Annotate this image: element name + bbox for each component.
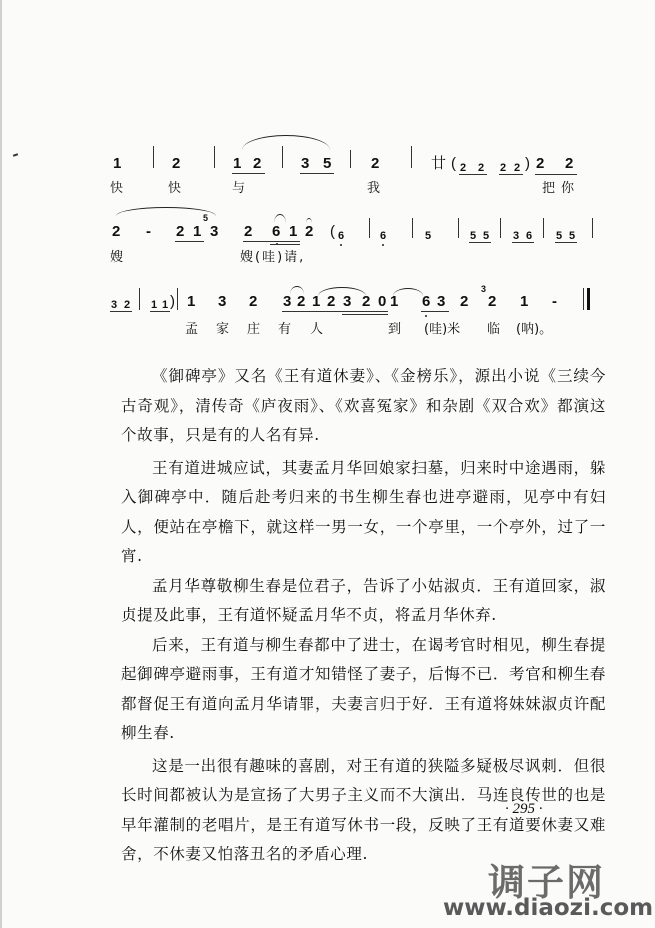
underline [270, 244, 300, 245]
lyric: 我 [367, 181, 381, 196]
note: 廿 [431, 155, 447, 172]
note: 1 [187, 293, 196, 310]
underline [175, 241, 204, 242]
note: 3 [210, 223, 219, 240]
paragraph: 《御碑亭》又名《王有道休妻》、《金榜乐》，源出小说《三续今古奇观》，清传奇《庐夜雨》、《欢喜冤家》和杂剧《双合欢》都演这个故事，只是有的人名有异. [121, 367, 606, 444]
note: 3 [301, 155, 310, 172]
note: 2 [460, 162, 467, 174]
note: 2 [478, 162, 485, 174]
note: 2 [112, 223, 121, 240]
slur [318, 287, 366, 296]
note: 3 [111, 299, 118, 311]
watermark-url: www.diaozi.com [443, 895, 654, 921]
paragraph: 王有道进城应试，其妻孟月华回娘家扫墓，归来时中途遇雨，躲入御碑亭中．随后赴考归来的书生柳生春也进亭避雨，见亭中有妇人，便站在亭檐下，就这样一男一女，一个亭里，一个亭外，过了一宵. [121, 458, 606, 565]
octave-dot [425, 315, 427, 317]
note: 6 [380, 230, 387, 242]
underline [421, 311, 449, 312]
bar-line [350, 150, 351, 168]
note: 5 [483, 230, 490, 242]
note: - [552, 293, 557, 310]
note: 2 [514, 162, 521, 174]
lyric: 与 [232, 181, 246, 196]
note: 2 [371, 155, 380, 172]
bar-line [411, 146, 412, 168]
note: 6 [272, 223, 281, 240]
note: 2 [362, 293, 371, 310]
note: - [146, 223, 151, 240]
note: 3 [437, 293, 446, 310]
note: 2 [536, 155, 545, 172]
underline [232, 173, 265, 174]
bar-line [500, 218, 501, 238]
lyric: (哇)米 [424, 322, 461, 337]
note: 2 [327, 293, 336, 310]
lyric: 快 [168, 181, 182, 196]
note: 3 [513, 230, 520, 242]
scan-mark [13, 153, 18, 157]
bar-line [177, 288, 178, 310]
lyric: 孟 [185, 322, 199, 337]
note: 1 [312, 293, 321, 310]
paragraph: 后来，王有道与柳生春都中了进士，在谒考官时相见，柳生春提起御碑亭避雨事，王有道才知错怪了妻子，后悔不已．考官和柳生春都督促王有道向孟月华请罪，夫妻言归于好．王有道将妹妹淑贞许配柳生春. [121, 635, 606, 742]
lyric: 庄 [247, 322, 261, 337]
note: ) [170, 293, 175, 310]
note: 2 [488, 293, 497, 310]
note: 3 [283, 293, 292, 310]
note: 2 [172, 155, 181, 172]
slur [116, 207, 216, 216]
note: 2 [565, 155, 574, 172]
underline [110, 311, 132, 312]
note: 2 [124, 299, 131, 311]
note: 1 [390, 293, 399, 310]
grace-note: 5 [203, 213, 209, 223]
grace-note: 3 [481, 284, 487, 294]
note: 2 [249, 293, 258, 310]
page-edge [0, 0, 2, 928]
underline [499, 174, 523, 175]
lyric: 嫂 [110, 250, 124, 265]
underline [469, 242, 491, 243]
note: 0 [378, 293, 387, 310]
note: 3 [343, 293, 352, 310]
note: 6 [422, 293, 431, 310]
note: 2 [297, 293, 306, 310]
bar-line [153, 146, 154, 168]
note: 2 [500, 162, 507, 174]
note: 2 [176, 223, 185, 240]
bar-line [592, 218, 593, 238]
bar-line [282, 146, 283, 168]
lyric: 人 [310, 322, 324, 337]
note: 1 [233, 155, 242, 172]
lyric: 家 [216, 322, 230, 337]
lyric: 嫂(哇)请, [240, 250, 306, 265]
article-body [121, 362, 606, 870]
paragraph: 这是一出很有趣味的喜剧，对王有道的狭隘多疑极尽讽刺．但很长时间都被认为是宣扬了大男子主义而不大演出．马连良传世的也是早年灌制的老唱片，是王有道写休书一段，反映了王有道要休妻又难舍，不休妻又怕落丑名的矛盾心理. [121, 756, 606, 863]
note: 5 [425, 230, 432, 242]
bar-line [412, 218, 413, 238]
lyric: 临 [487, 322, 501, 337]
underline [459, 174, 487, 175]
page-number: · 295 · [505, 801, 543, 817]
octave-dot [382, 244, 384, 246]
note: 6 [338, 230, 345, 242]
underline [150, 311, 170, 312]
note: 2 [305, 223, 314, 240]
lyric: 到 [388, 322, 402, 337]
slur [274, 214, 286, 223]
note: 1 [162, 299, 169, 311]
note: 1 [193, 223, 202, 240]
note: ( [330, 223, 335, 240]
octave-dot [340, 244, 342, 246]
bar-line [139, 288, 140, 310]
note: 5 [569, 230, 576, 242]
underline [300, 173, 334, 174]
slur [242, 135, 330, 150]
underline [243, 241, 300, 242]
note: ( [451, 155, 456, 172]
bar-line [214, 146, 215, 168]
note: 1 [113, 155, 122, 172]
underline [342, 314, 388, 315]
final-bar-line-thick [587, 288, 590, 310]
note: 2 [253, 155, 262, 172]
lyric: (呐)。 [516, 322, 553, 337]
lyric: 把你 [542, 181, 581, 196]
bar-line [369, 218, 370, 238]
note: 3 [218, 293, 227, 310]
note: 5 [470, 230, 477, 242]
note: 2 [460, 293, 469, 310]
bar-line [458, 218, 459, 238]
lyric: 快 [110, 181, 124, 196]
note: 1 [520, 293, 529, 310]
note: 5 [556, 230, 563, 242]
underline [535, 174, 577, 175]
note: ) [525, 155, 530, 172]
bar-line [543, 218, 544, 238]
note: 1 [151, 299, 158, 311]
lyric: 有 [278, 322, 292, 337]
underline [282, 311, 388, 312]
note: 2 [244, 223, 253, 240]
watermark-title: 调子网 [488, 861, 605, 904]
note: 6 [526, 230, 533, 242]
paragraph: 孟月华尊敬柳生春是位君子，告诉了小姑淑贞．王有道回家，淑贞提及此事，王有道怀疑孟月华不贞，将孟月华休弃. [121, 576, 606, 624]
final-bar-line [583, 288, 584, 310]
underline [555, 242, 577, 243]
underline [512, 242, 534, 243]
note: 5 [323, 155, 332, 172]
note: 1 [289, 223, 298, 240]
